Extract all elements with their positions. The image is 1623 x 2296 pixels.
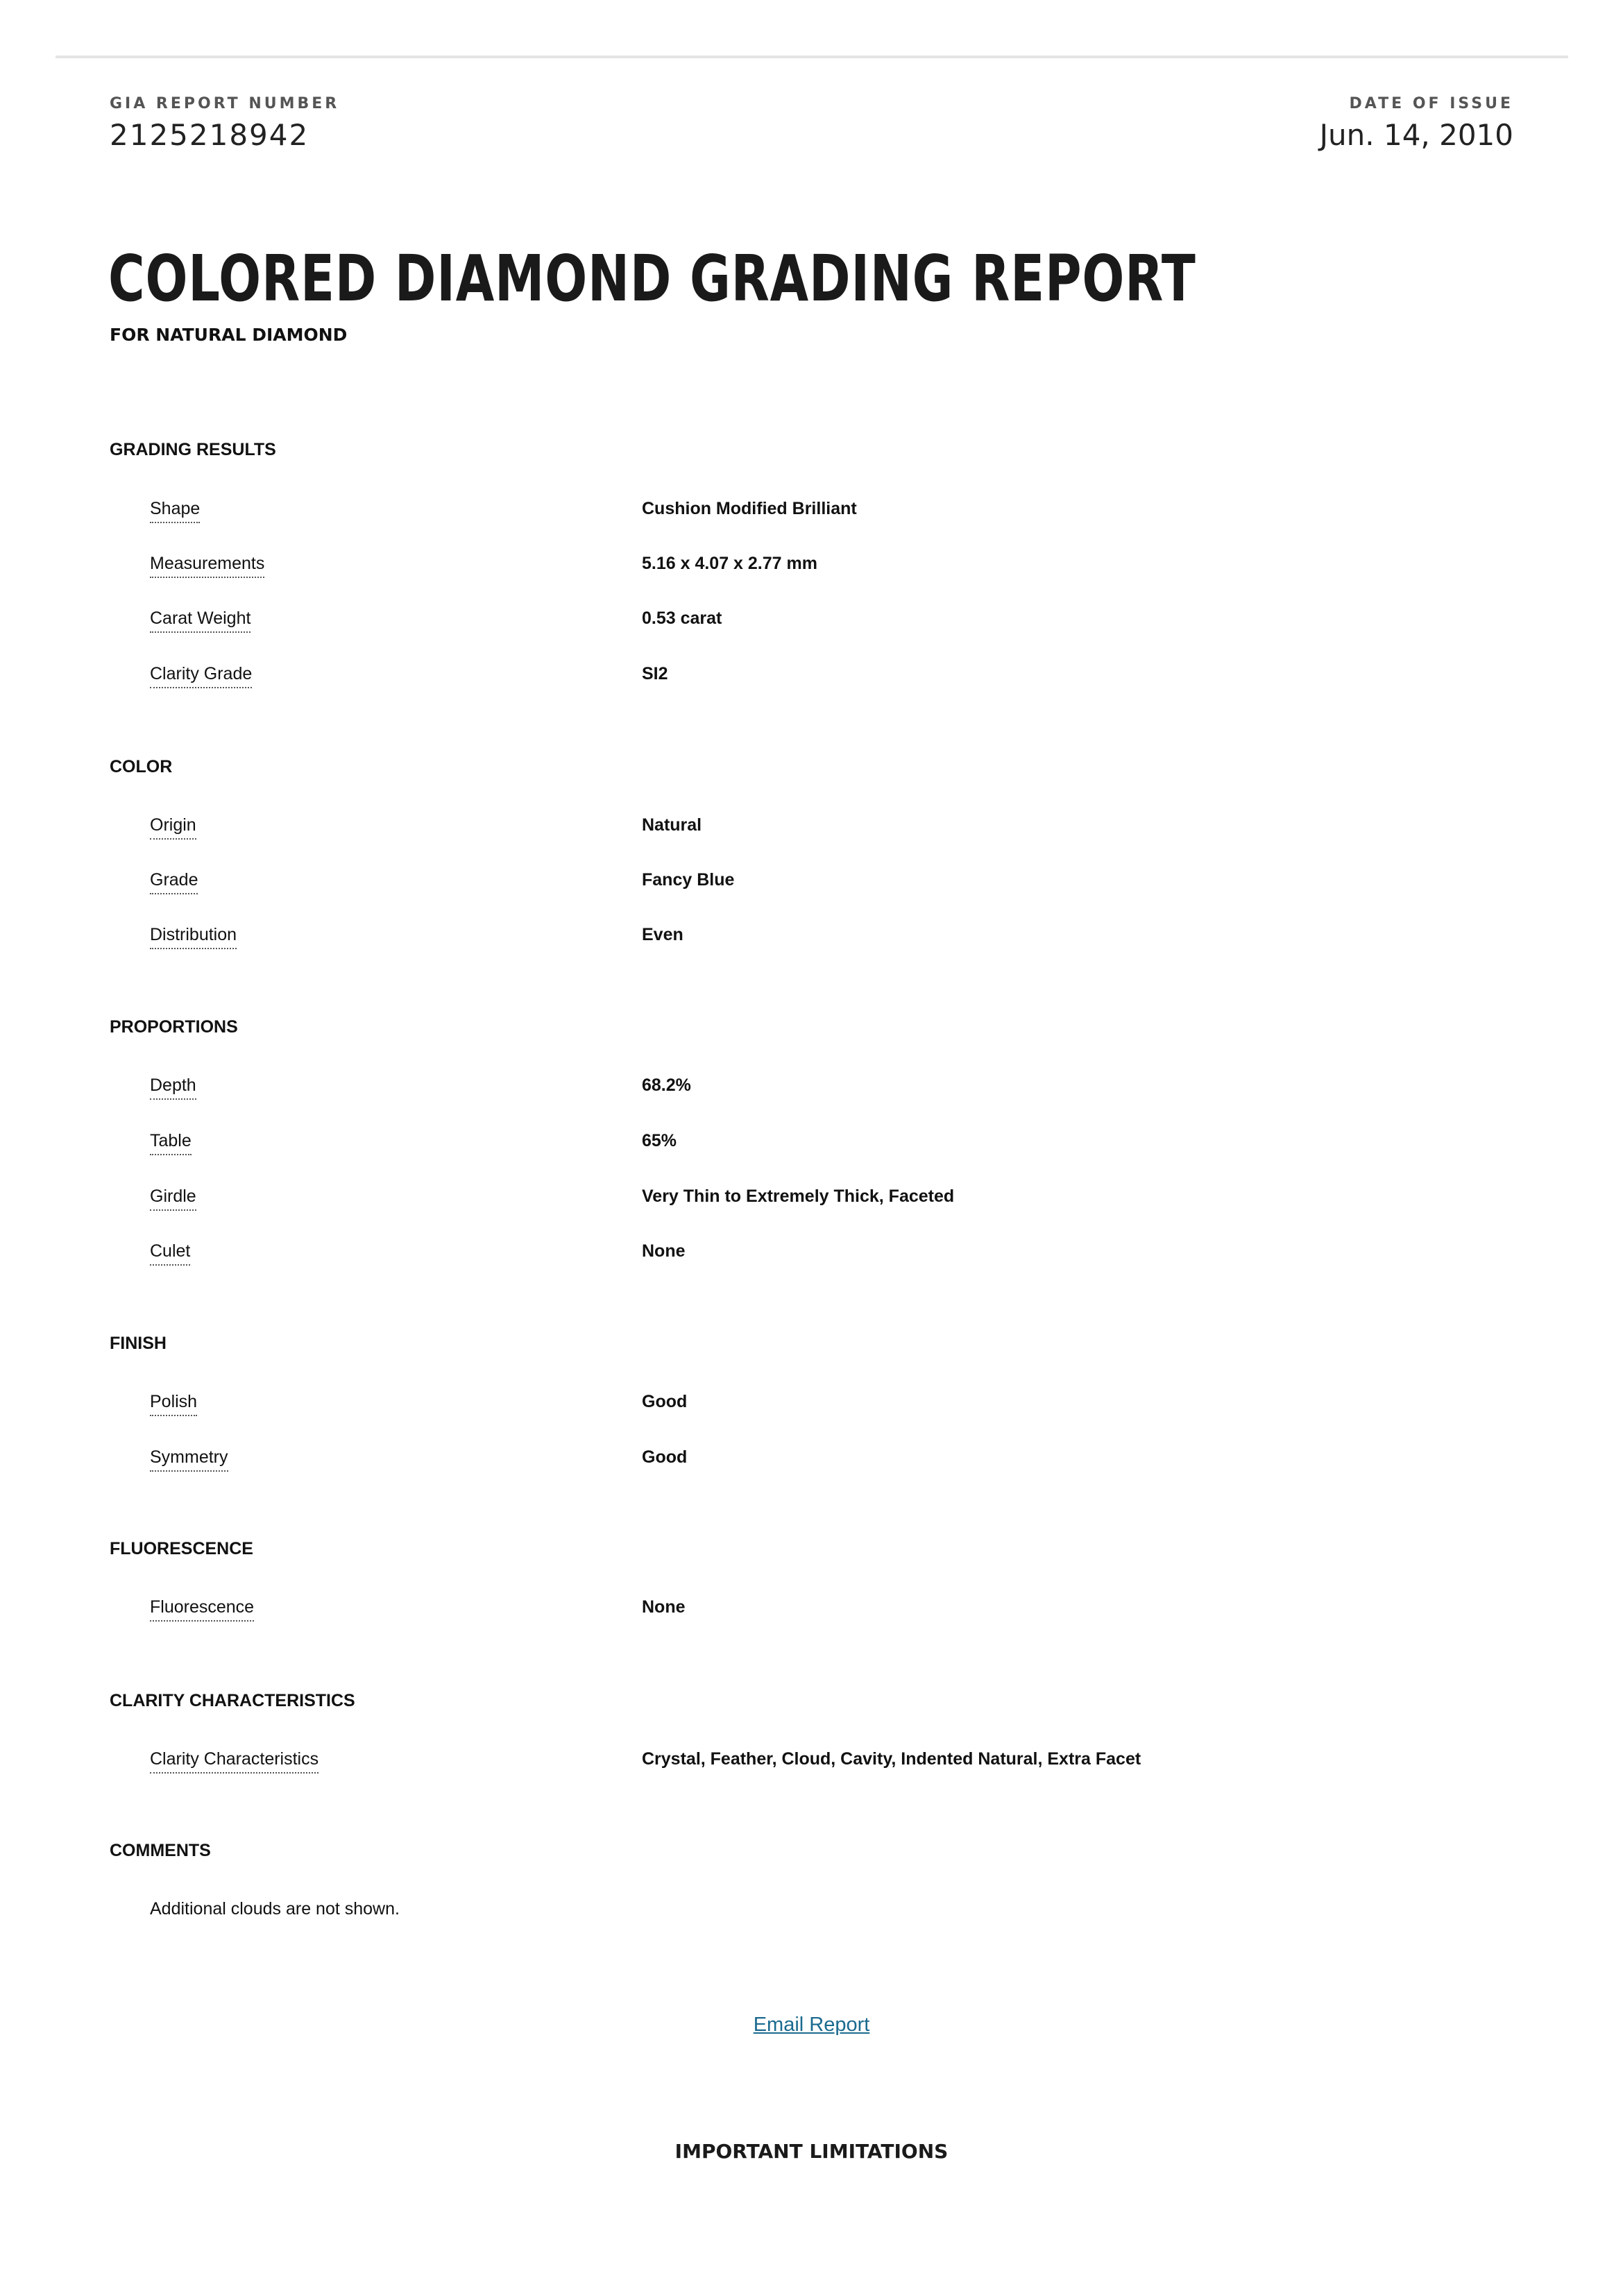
field-value-fluorescence: None xyxy=(642,1597,686,1617)
field-label-clarity-grade[interactable]: Clarity Grade xyxy=(150,665,252,688)
field-value-table: 65% xyxy=(642,1131,677,1150)
field-value-measurements: 5.16 x 4.07 x 2.77 mm xyxy=(642,554,817,573)
field-value-distribution: Even xyxy=(642,925,683,944)
field-value-origin: Natural xyxy=(642,815,702,835)
field-value-polish: Good xyxy=(642,1392,688,1411)
field-value-clarity-grade: SI2 xyxy=(642,664,668,683)
field-label-table[interactable]: Table xyxy=(150,1132,192,1155)
field-value-depth: 68.2% xyxy=(642,1075,691,1095)
field-label-symmetry[interactable]: Symmetry xyxy=(150,1448,228,1472)
field-label-carat-weight[interactable]: Carat Weight xyxy=(150,609,250,633)
field-value-grade: Fancy Blue xyxy=(642,870,735,890)
report-number: 2125218942 xyxy=(110,118,309,152)
field-label-fluorescence[interactable]: Fluorescence xyxy=(150,1598,254,1622)
field-value-shape: Cushion Modified Brilliant xyxy=(642,499,857,518)
field-label-polish[interactable]: Polish xyxy=(150,1393,197,1416)
email-report-container xyxy=(0,2014,1623,2036)
section-title-grading-results: GRADING RESULTS xyxy=(110,440,276,459)
section-title-finish: FINISH xyxy=(110,1334,167,1353)
date-of-issue-label: DATE OF ISSUE xyxy=(1349,95,1513,112)
field-value-girdle: Very Thin to Extremely Thick, Faceted xyxy=(642,1187,955,1206)
comment-text: Additional clouds are not shown. xyxy=(150,1899,400,1919)
email-report-link[interactable]: Email Report xyxy=(753,2014,870,2036)
section-title-comments: COMMENTS xyxy=(110,1841,211,1860)
field-value-symmetry: Good xyxy=(642,1447,688,1467)
field-label-culet[interactable]: Culet xyxy=(150,1242,190,1266)
field-label-measurements[interactable]: Measurements xyxy=(150,554,264,578)
field-label-origin[interactable]: Origin xyxy=(150,816,196,840)
report-subtitle: FOR NATURAL DIAMOND xyxy=(110,325,348,345)
important-limitations-heading: IMPORTANT LIMITATIONS xyxy=(674,2140,949,2163)
field-label-depth[interactable]: Depth xyxy=(150,1076,196,1100)
section-title-fluorescence: FLUORESCENCE xyxy=(110,1539,253,1558)
section-title-clarity-characteristics: CLARITY CHARACTERISTICS xyxy=(110,1691,355,1710)
field-label-girdle[interactable]: Girdle xyxy=(150,1187,196,1211)
field-label-distribution[interactable]: Distribution xyxy=(150,926,237,949)
field-value-carat-weight: 0.53 carat xyxy=(642,609,722,628)
section-title-proportions: PROPORTIONS xyxy=(110,1017,238,1037)
field-label-shape[interactable]: Shape xyxy=(150,500,200,523)
field-value-culet: None xyxy=(642,1241,686,1261)
date-of-issue: Jun. 14, 2010 xyxy=(1319,118,1513,152)
top-divider xyxy=(56,56,1568,58)
field-value-clarity-characteristics: Crystal, Feather, Cloud, Cavity, Indented Natural, Extra Facet xyxy=(642,1749,1141,1769)
report-number-label: GIA REPORT NUMBER xyxy=(110,95,340,112)
field-label-grade[interactable]: Grade xyxy=(150,871,198,894)
report-title: COLORED DIAMOND GRADING REPORT xyxy=(108,241,1196,316)
field-label-clarity-characteristics[interactable]: Clarity Characteristics xyxy=(150,1750,318,1774)
section-title-color: COLOR xyxy=(110,757,173,776)
